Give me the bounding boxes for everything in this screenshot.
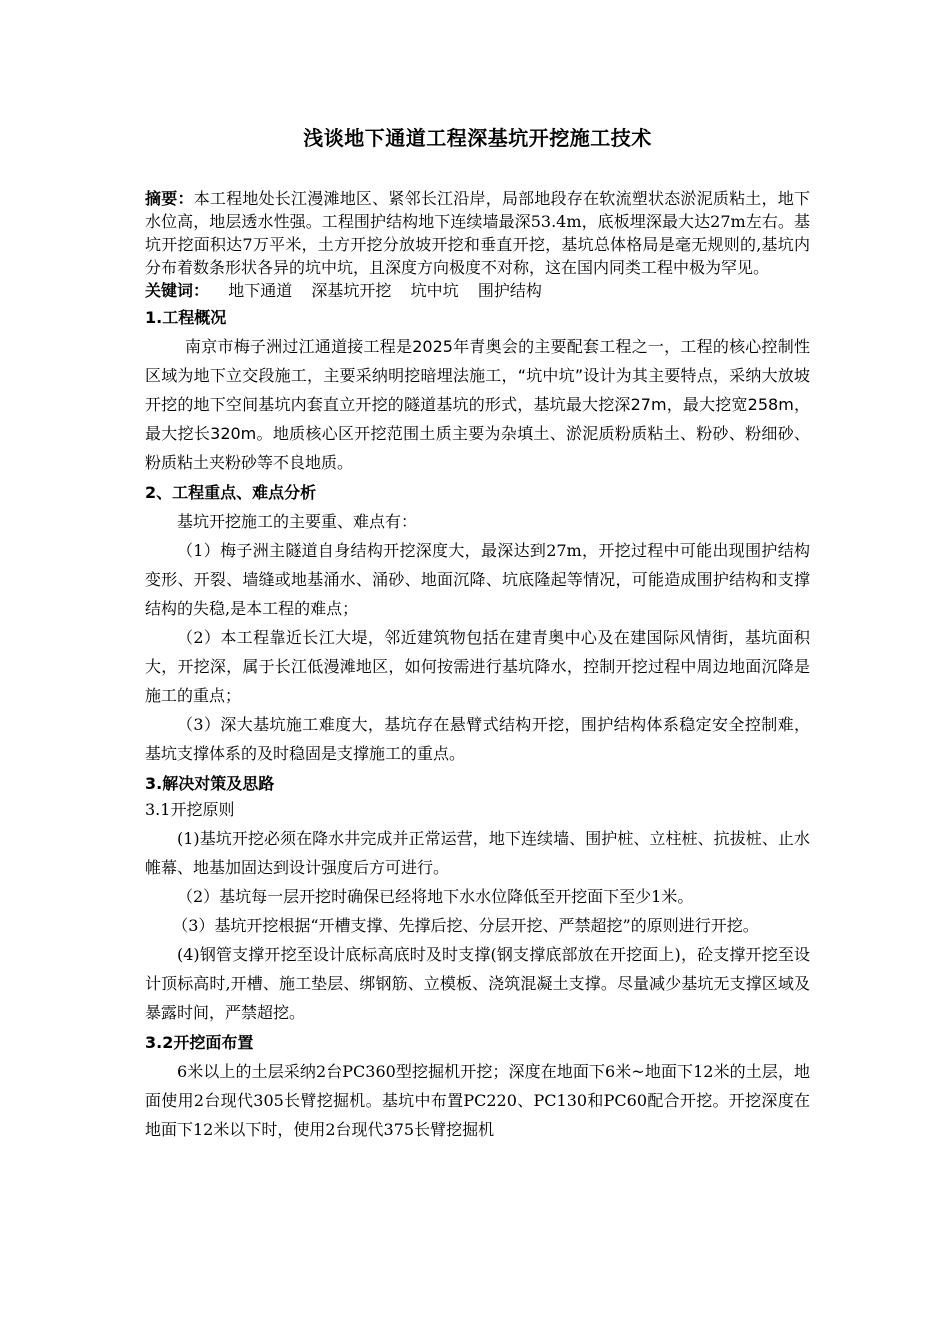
section-heading-1: 1.工程概况 [145, 308, 227, 327]
abstract-text: 本工程地处长江漫滩地区、紧邻长江沿岸，局部地段存在软流塑状态淤泥质粘土，地下水位高，地层透水性强。工程围护结构地下连续墙最深53.4m，底板埋深最大达27m左右。基坑开挖面积达7万平米，土方开挖分放坡开挖和垂直开挖，基坑总体格局是毫无规则的,基坑内分布着数条形状各异的坑中坑，且深度方向极度不对称，这在国内同类工程中极为罕见。 [145, 189, 810, 277]
section-heading-3: 3.解决对策及思路 [145, 774, 275, 793]
principle-item-2: （2）基坑每一层开挖时确保已经将地下水水位降低至开挖面下至少1米。 [177, 887, 694, 906]
keyword-item: 地下通道 [228, 281, 293, 300]
subsection-heading-3-1: 3.1开挖原则 [145, 800, 235, 819]
principle-item-3: （3）基坑开挖根据“开槽支撑、先撑后挖、分层开挖、严禁超挖”的原则进行开挖。 [172, 916, 759, 935]
layout-paragraph: 6米以上的土层采纳2台PC360型挖掘机开挖；深度在地面下6米~地面下12米的土层，地面使用2台现代305长臂挖掘机。基坑中布置PC220、PC130和PC60配合开挖。开挖深度在地面下12米以下时，使用2台现代375长臂挖掘机 [145, 1062, 810, 1139]
section2-intro: 基坑开挖施工的主要重、难点有： [177, 512, 418, 531]
subsection-heading-3-2: 3.2开挖面布置 [145, 1033, 254, 1052]
section1-paragraph: 南京市梅子洲过江通道接工程是2025年青奥会的主要配套工程之一，工程的核心控制性区域为地下立交段施工，主要采纳明挖暗埋法施工，“坑中坑”设计为其主要特点，采纳大放坡开挖的地下空间基坑内套直立开挖的隧道基坑的形式，基坑最大挖深27m，最大挖宽258m，最大挖长320m。地质核心区开挖范围土质主要为杂填土、淤泥质粉质粘土、粉砂、粉细砂、粉质粘土夹粉砂等不良地质。 [145, 337, 810, 472]
section2-item-1: （1）梅子洲主隧道自身结构开挖深度大，最深达到27m，开挖过程中可能出现围护结构变形、开裂、墙缝或地基涌水、涌砂、地面沉降、坑底隆起等情况，可能造成围护结构和支撑结构的失稳,是本工程的难点； [145, 541, 810, 618]
keyword-item: 坑中坑 [410, 281, 459, 300]
document-body [145, 122, 810, 1144]
abstract-label: 摘要： [145, 189, 194, 208]
principle-item-1: (1)基坑开挖必须在降水井完成并正常运营，地下连续墙、围护桩、立柱桩、抗拔桩、止水帷幕、地基加固达到设计强度后方可进行。 [145, 829, 810, 877]
abstract [145, 187, 810, 279]
document-title: 浅谈地下通道工程深基坑开挖施工技术 [303, 126, 652, 150]
keyword-item: 深基坑开挖 [311, 281, 392, 300]
keywords-label: 关键词： [145, 281, 210, 300]
section-heading-2: 2、工程重点、难点分析 [145, 483, 317, 502]
keyword-item: 围护结构 [477, 281, 542, 300]
principle-item-4: (4)钢管支撑开挖至设计底标高底时及时支撑(钢支撑底部放在开挖面上)，砼支撑开挖至设计顶标高时,开槽、施工垫层、绑钢筋、立模板、浇筑混凝土支撑。尽量减少基坑无支撑区域及暴露时间，严禁超挖。 [145, 945, 810, 1022]
section2-item-2: （2）本工程靠近长江大堤，邻近建筑物包括在建青奥中心及在建国际风情街，基坑面积大，开挖深，属于长江低漫滩地区，如何按需进行基坑降水，控制开挖过程中周边地面沉降是施工的重点； [145, 628, 810, 705]
keywords [145, 279, 810, 302]
section2-item-3: （3）深大基坑施工难度大，基坑存在悬臂式结构开挖，围护结构体系稳定安全控制难，基坑支撑体系的及时稳固是支撑施工的重点。 [145, 715, 810, 763]
